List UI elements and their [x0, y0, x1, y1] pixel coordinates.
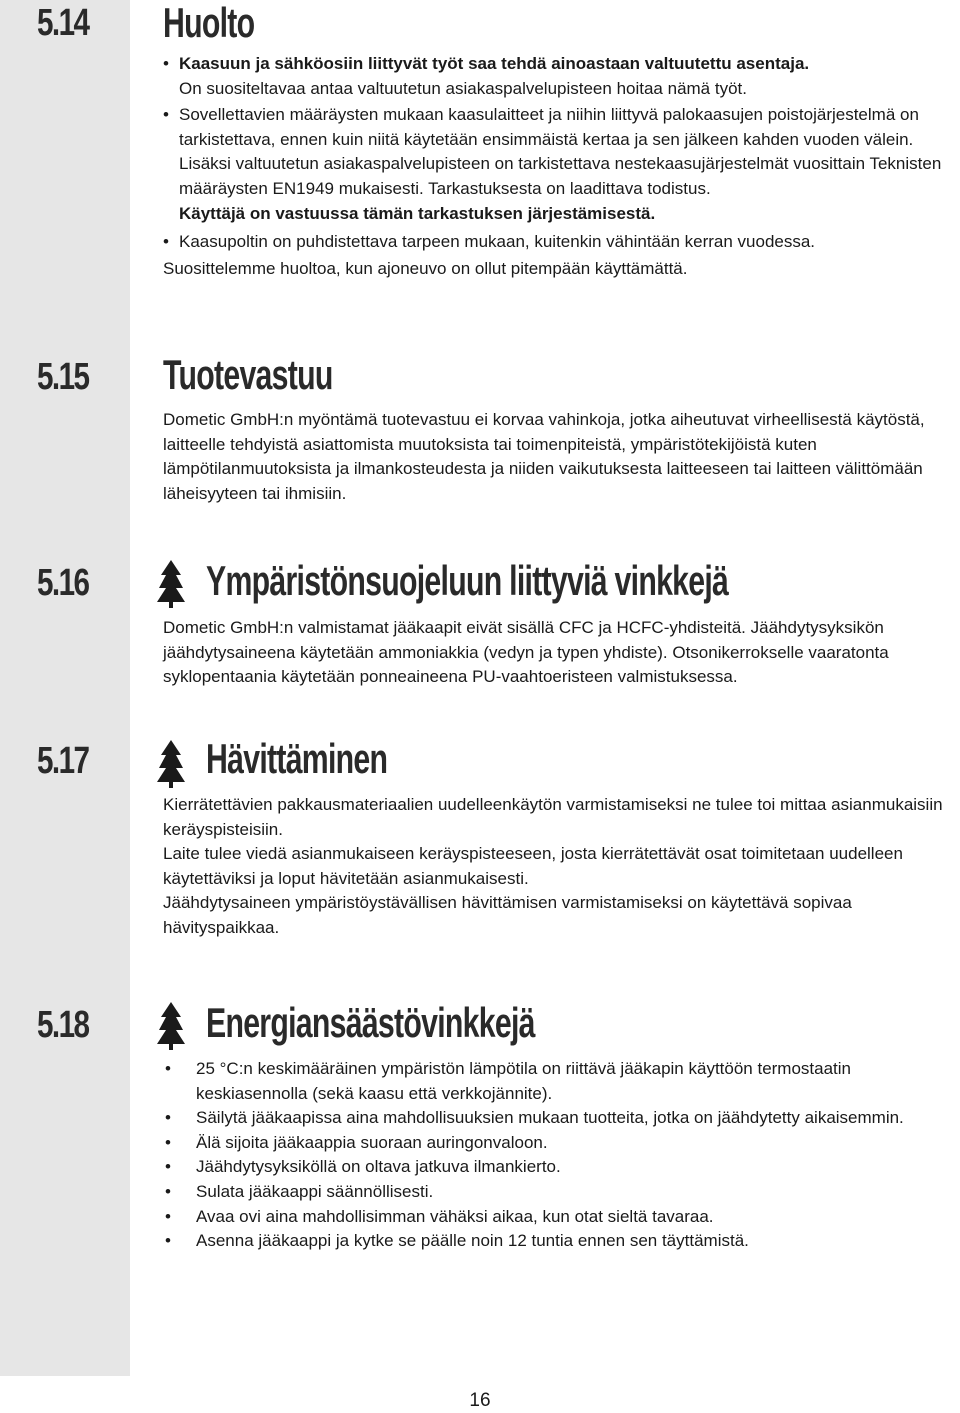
section-body-ymparisto — [163, 616, 953, 690]
paragraph: Dometic GmbH:n myöntämä tuotevastuu ei korvaa vahinkoja, jotka aiheutuvat virheellisestä käytöstä, laitteelle tehdyistä asiattomista muutoksista tai toimenpiteistä, ympäristötekijöistä kuten lämpötilanmuutoksista ja ilmankosteudesta ja niiden vaikutuksesta laitteeseen tai laitteen välittömään läheisyyteen tai ihmisiin. — [163, 410, 925, 503]
paragraph: Jäähdytysaineen ympäristöystävällisen hävittämisen varmistamiseksi on käytettävä sopivaa hävityspaikkaa. — [163, 893, 852, 937]
paragraph: Dometic GmbH:n valmistamat jääkaapit eivät sisällä CFC ja HCFC-yhdisteitä. Jäähdytysyksikön jäähdytysaineena käytetään ammoniakkia (vedyn ja typen yhdiste). Otsonikerrokselle vaaratonta syklopentaania käytetään ponneaineena PU-vaahtoeristeen valmistuksessa. — [163, 618, 889, 687]
note-text: Suosittelemme huoltoa, kun ajoneuvo on ollut pitempään käyttämättä. — [163, 258, 688, 278]
section-number: 5.17 — [37, 740, 89, 782]
list-item: • Jäähdytysyksiköllä on oltava jatkuva ilmankierto. — [163, 1155, 953, 1180]
paragraph: Kierrätettävien pakkausmateriaalien uudelleenkäytön varmistamiseksi ne tulee toi mittaa asianmukaisiin keräyspisteisiin. — [163, 795, 943, 839]
list-item: • Asenna jääkaappi ja kytke se päälle noin 12 tuntia ennen sen täyttämistä. — [163, 1229, 953, 1254]
section-body-huolto — [163, 52, 953, 281]
section-body-tuotevastuu — [163, 408, 953, 506]
tips-list — [163, 1057, 953, 1254]
bullet-item: • Sovellettavien määräysten mukaan kaasulaitteet ja niihin liittyvä palokaasujen poistojärjestelmä on tarkistettava, ennen kuin niitä käytetään ensimmäistä kertaa ja sen jälkeen kahden vuoden välein. Lisäksi valtuutetun asiakaspalvelupisteen on tarkistettava nestekaasujärjestelmät vuosittain Teknisten määräysten EN1949 mukaisesti. Tarkastuksesta on laadittava todistus. Käyttäjä on vastuussa tämän tarkastuksen järjestämisestä. — [163, 103, 953, 226]
section-number: 5.14 — [37, 2, 89, 44]
section-number: 5.15 — [37, 356, 89, 398]
section-title: Ympäristönsuojeluun liittyviä vinkkejä — [206, 557, 729, 604]
section-body-havittaminen — [163, 793, 953, 941]
section-title: Energiansäästövinkkejä — [206, 999, 535, 1046]
list-item: • 25 °C:n keskimääräinen ympäristön lämpötila on riittävä jääkapin käyttöön termostaatin keskiasennolla (sekä kaasu että verkkojännite). — [163, 1057, 953, 1106]
section-title: Huolto — [163, 0, 255, 46]
list-item: • Avaa ovi aina mahdollisimman vähäksi aikaa, kun otat sieltä tavaraa. — [163, 1205, 953, 1230]
bullet-item: • Kaasupoltin on puhdistettava tarpeen mukaan, kuitenkin vähintään kerran vuodessa. — [163, 230, 953, 255]
list-item: • Älä sijoita jääkaappia suoraan auringonvaloon. — [163, 1131, 953, 1156]
paragraph: Laite tulee viedä asianmukaiseen keräyspisteeseen, josta kierrätettävät osat toimitetaan uudelleen käytettäviksi ja loput hävitetään asianmukaisesti. — [163, 844, 903, 888]
list-item: • Säilytä jääkaapissa aina mahdollisuuksien mukaan tuotteita, jotka on jäähdytetty aikaisemmin. — [163, 1106, 953, 1131]
tree-icon — [157, 560, 185, 608]
section-number: 5.18 — [37, 1004, 89, 1046]
bullet-item: • Kaasuun ja sähköosiin liittyvät työt saa tehdä ainoastaan valtuutettu asentaja. On suositeltavaa antaa valtuutetun asiakaspalvelupisteen hoitaa nämä työt. — [163, 52, 953, 101]
tree-icon — [157, 740, 185, 788]
section-title: Tuotevastuu — [163, 351, 333, 398]
tree-icon — [157, 1002, 185, 1050]
list-item: • Sulata jääkaappi säännöllisesti. — [163, 1180, 953, 1205]
section-number: 5.16 — [37, 562, 89, 604]
margin-bar — [0, 0, 130, 1376]
page-number: 16 — [469, 1390, 491, 1411]
section-title: Hävittäminen — [206, 735, 388, 782]
